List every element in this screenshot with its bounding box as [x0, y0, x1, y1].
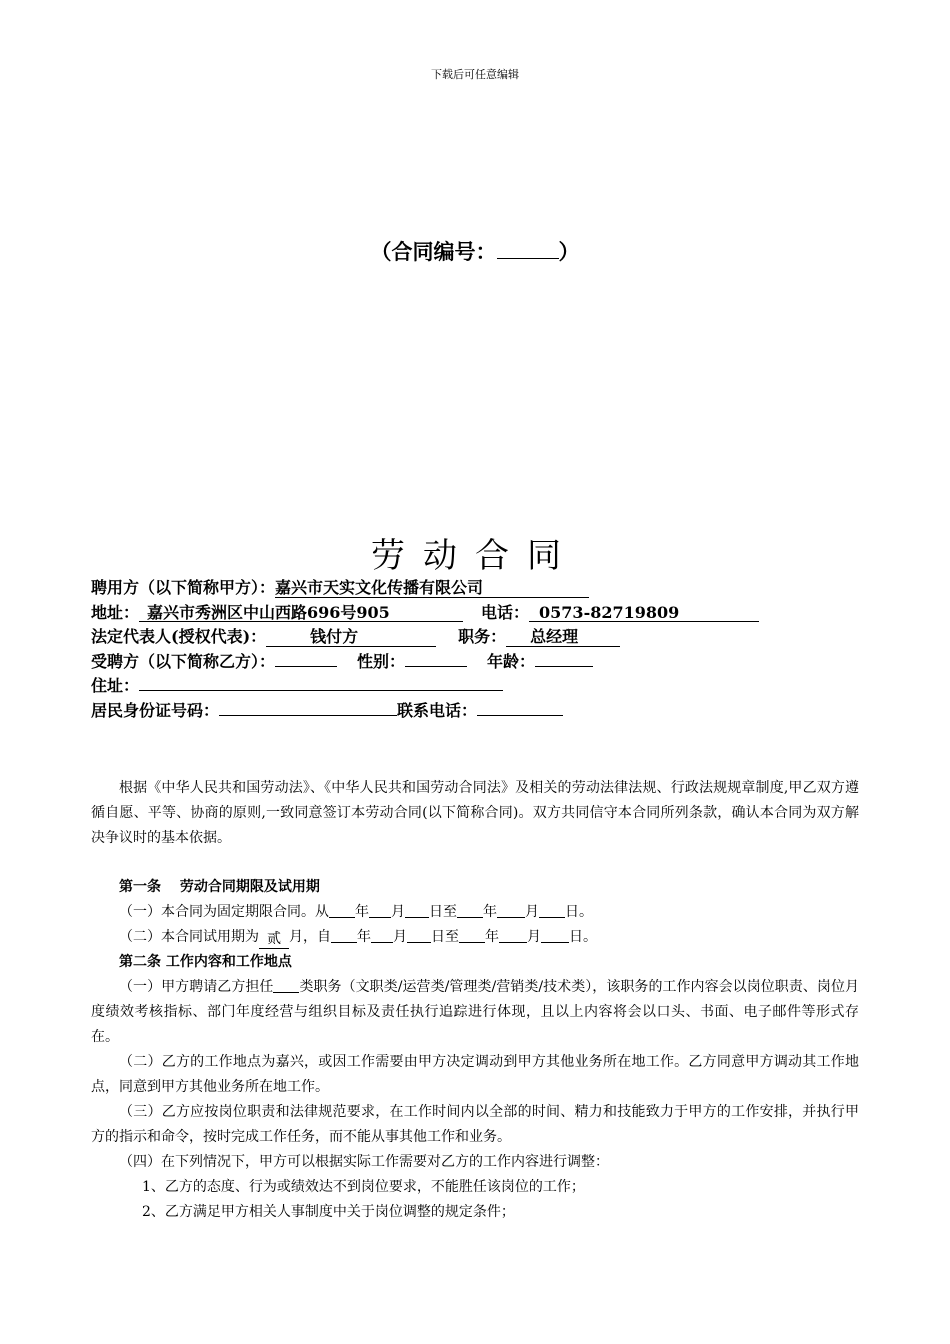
gender-label: 性别：: [357, 651, 406, 671]
article-2-para-4: （四）在下列情况下，甲方可以根据实际工作需要对乙方的工作内容进行调整：: [119, 1154, 609, 1170]
text: 年: [355, 904, 369, 920]
employee-name-field[interactable]: [275, 650, 337, 667]
article-2-para-2: （二）乙方的工作地点为嘉兴，或因工作需要由甲方决定调动到甲方其他业务所在地工作。乙方同意甲方调动其工作地点，同意到甲方其他业务所在地工作。: [91, 1054, 859, 1095]
probation-months: 贰: [267, 931, 281, 947]
employee-label: 受聘方（以下简称乙方）：: [91, 651, 276, 671]
text: 日。: [565, 904, 593, 920]
legal-rep-field[interactable]: [266, 628, 436, 647]
residence-field[interactable]: [139, 674, 503, 691]
article-2-list-2: 2、乙方满足甲方相关人事制度中关于岗位调整的规定条件；: [142, 1204, 515, 1220]
article-1-item-2: [91, 925, 859, 950]
probation-months-field[interactable]: [259, 930, 289, 949]
text: 月: [391, 904, 405, 920]
address-row: [91, 601, 871, 626]
text: 日至: [429, 904, 457, 920]
contact-label: 联系电话：: [397, 700, 478, 720]
id-field[interactable]: [219, 699, 397, 716]
phone-field[interactable]: [529, 604, 759, 623]
contract-number-close: ）: [558, 240, 580, 264]
day-blank[interactable]: [405, 903, 429, 918]
contract-number-blank[interactable]: [497, 237, 559, 259]
text: （二）本合同试用期为: [119, 929, 259, 945]
header-note: 下载后可任意编辑: [431, 68, 519, 81]
year-blank[interactable]: [457, 903, 483, 918]
legal-rep-value: 钱付方: [310, 627, 359, 647]
month-blank[interactable]: [499, 928, 527, 943]
employer-name-field[interactable]: [275, 579, 589, 598]
preamble: 根据《中华人民共和国劳动法》、《中华人民共和国劳动合同法》及相关的劳动法律法规、行政法规规章制度,甲乙双方遵循自愿、平等、协商的原则,一致同意签订本劳动合同(以下简称合同)。双方共同信守本合同所列条款，确认本合同为双方解决争议时的基本依据。: [91, 780, 859, 846]
text: 年: [483, 904, 497, 920]
text: 月: [525, 904, 539, 920]
employer-label: 聘用方（以下简称甲方）：: [91, 578, 276, 597]
job-category-blank[interactable]: [273, 978, 299, 993]
residence-label: 住址：: [91, 676, 140, 696]
article-1-title: 第一条 劳动合同期限及试用期: [119, 879, 320, 895]
address-field[interactable]: [139, 604, 463, 623]
text: （一）甲方聘请乙方担任: [119, 979, 274, 995]
text: 年: [357, 929, 371, 945]
article-2-list-1: 1、乙方的态度、行为或绩效达不到岗位要求，不能胜任该岗位的工作；: [142, 1179, 585, 1195]
id-row: [91, 699, 871, 724]
contract-number: [0, 236, 950, 266]
text: （一）本合同为固定期限合同。从: [119, 904, 329, 920]
employer-row: [91, 576, 871, 601]
day-blank[interactable]: [539, 903, 565, 918]
article-2-para-3: （三）乙方应按岗位职责和法律规范要求，在工作时间内以全部的时间、精力和技能致力于甲方的工作安排，并执行甲方的指示和命令，按时完成工作任务，而不能从事其他工作和业务。: [91, 1104, 859, 1145]
gender-field[interactable]: [405, 650, 467, 667]
age-field[interactable]: [535, 650, 593, 667]
month-blank[interactable]: [369, 903, 391, 918]
month-blank[interactable]: [497, 903, 525, 918]
text: 日。: [569, 929, 597, 945]
year-blank[interactable]: [459, 928, 485, 943]
text: 月，自: [289, 929, 331, 945]
legal-rep-label: 法定代表人(授权代表)：: [91, 627, 267, 647]
phone-value: 0573-82719809: [539, 602, 680, 622]
employee-row: [91, 650, 871, 675]
address-label: 地址：: [91, 602, 140, 622]
residence-row: [91, 674, 871, 699]
article-2-para-1: [91, 975, 859, 1050]
month-blank[interactable]: [371, 928, 393, 943]
party-info: [91, 576, 871, 724]
document-title: 劳动合同: [371, 536, 579, 576]
position-value: 总经理: [530, 627, 579, 647]
phone-label: 电话：: [481, 602, 530, 622]
position-field[interactable]: [506, 628, 620, 647]
day-blank[interactable]: [407, 928, 431, 943]
age-label: 年龄：: [487, 651, 536, 671]
text: 月: [527, 929, 541, 945]
contract-number-label: （合同编号：: [370, 240, 497, 264]
contact-field[interactable]: [477, 699, 563, 716]
day-blank[interactable]: [541, 928, 569, 943]
text: 年: [485, 929, 499, 945]
year-blank[interactable]: [329, 903, 355, 918]
text: 日至: [431, 929, 459, 945]
text: 月: [393, 929, 407, 945]
article-1-item-1: [91, 900, 859, 925]
text: 类职务（文职类/运营类/管理类/营销类/技术类），该职务的工作内容会以岗位职责、岗位月度绩效考核指标、部门年度经营与组织目标及责任执行追踪进行体现，且以上内容将会以口头、书面、电子邮件等形式存在。: [91, 979, 859, 1045]
employer-name: 嘉兴市天实文化传播有限公司: [275, 578, 484, 597]
year-blank[interactable]: [331, 928, 357, 943]
contract-body: [91, 776, 859, 1225]
id-label: 居民身份证号码：: [91, 700, 220, 720]
position-label: 职务：: [458, 627, 507, 647]
legal-rep-row: [91, 625, 871, 650]
address-value: 嘉兴市秀洲区中山西路696号905: [147, 602, 390, 622]
article-2-title: 第二条 工作内容和工作地点: [119, 954, 292, 970]
